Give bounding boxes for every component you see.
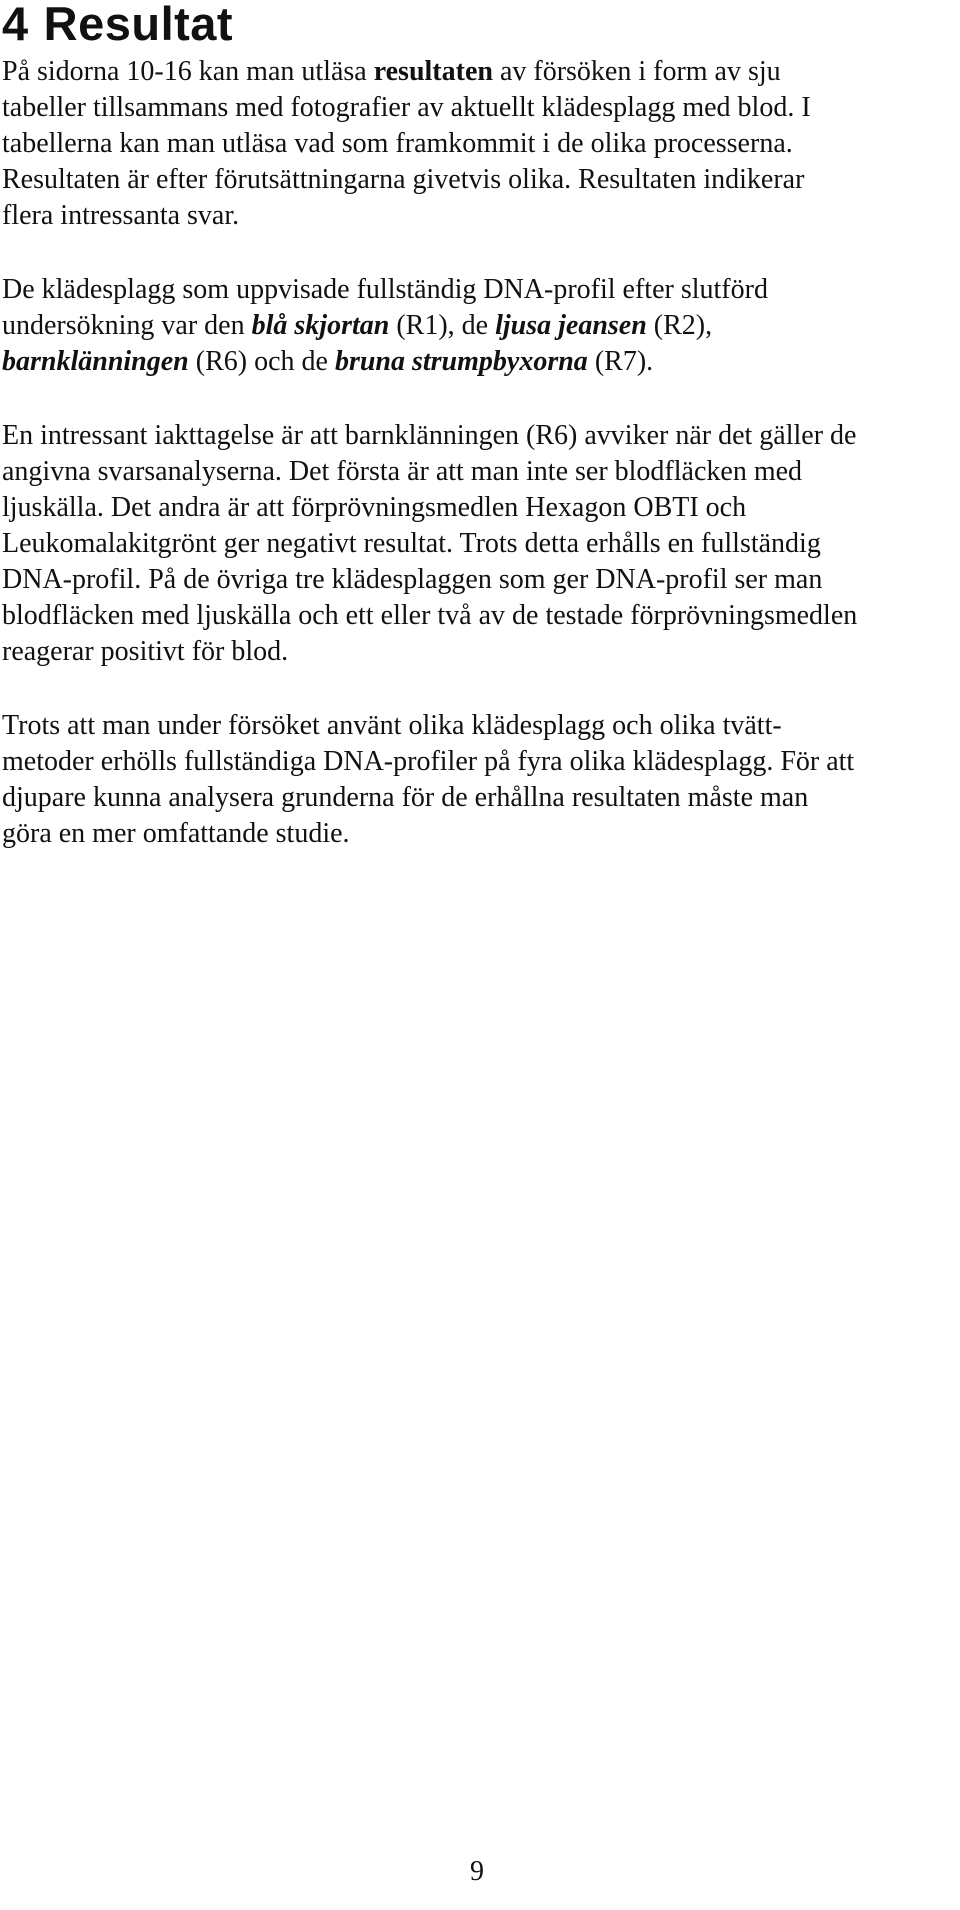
paragraph-observation — [2, 418, 958, 670]
text-run: (R1), de — [389, 310, 496, 341]
text-line: Resultaten är efter förutsättningarna givetvis olika. Resultaten indikerar — [2, 164, 805, 195]
text-line: reagerar positivt för blod. — [2, 636, 289, 667]
bold-term: resultaten — [373, 56, 493, 87]
paragraph-conclusion — [2, 708, 958, 852]
section-title: Resultat — [43, 0, 234, 50]
text-run: undersökning var den — [2, 310, 252, 341]
text-line: DNA-profil. På de övriga tre klädesplaggen som ger DNA-profil ser man — [2, 564, 823, 595]
text-line: ljuskälla. Det andra är att förprövningsmedlen Hexagon OBTI och — [2, 492, 747, 523]
text-line: tabeller tillsammans med fotografier av aktuellt klädesplagg med blod. I — [2, 92, 811, 123]
emphasis-term: ljusa jeansen — [495, 310, 647, 341]
paragraph-results-intro — [2, 54, 958, 234]
text-run: (R6) och de — [188, 346, 335, 377]
section-number: 4 — [2, 0, 29, 50]
text-line: göra en mer omfattande studie. — [2, 818, 350, 849]
text-line: En intressant iakttagelse är att barnklänningen (R6) avviker när det gäller de — [2, 420, 857, 451]
emphasis-term: barnklänningen — [2, 346, 189, 377]
text-line: Leukomalakitgrönt ger negativt resultat. Trots detta erhålls en fullständig — [2, 528, 821, 559]
text-line — [2, 344, 958, 380]
text-run: (R7). — [587, 346, 654, 377]
page-number: 9 — [470, 1856, 484, 1887]
emphasis-term: blå skjortan — [251, 310, 390, 341]
text-line: tabellerna kan man utläsa vad som framkommit i de olika processerna. — [2, 128, 793, 159]
text-line: metoder erhölls fullständiga DNA-profiler på fyra olika klädesplagg. För att — [2, 746, 855, 777]
text-line: angivna svarsanalyserna. Det första är att man inte ser blodfläcken med — [2, 456, 803, 487]
text-line — [2, 54, 958, 90]
text-line: blodfläcken med ljuskälla och ett eller två av de testade förprövningsmedlen — [2, 600, 858, 631]
text-line: flera intressanta svar. — [2, 200, 240, 231]
text-line: Trots att man under försöket använt olika klädesplagg och olika tvätt- — [2, 710, 782, 741]
text-run: (R2), — [646, 310, 713, 341]
section-heading — [2, 0, 233, 52]
text-run: av försöken i form av sju — [492, 56, 781, 87]
text-line: djupare kunna analysera grunderna för de erhållna resultaten måste man — [2, 782, 809, 813]
emphasis-term: bruna strumpbyxorna — [334, 346, 588, 377]
text-line: De klädesplagg som uppvisade fullständig DNA-profil efter slutförd — [2, 274, 768, 305]
paragraph-full-profiles — [2, 272, 958, 380]
text-line — [2, 308, 958, 344]
text-run: På sidorna 10-16 kan man utläsa — [2, 56, 374, 87]
